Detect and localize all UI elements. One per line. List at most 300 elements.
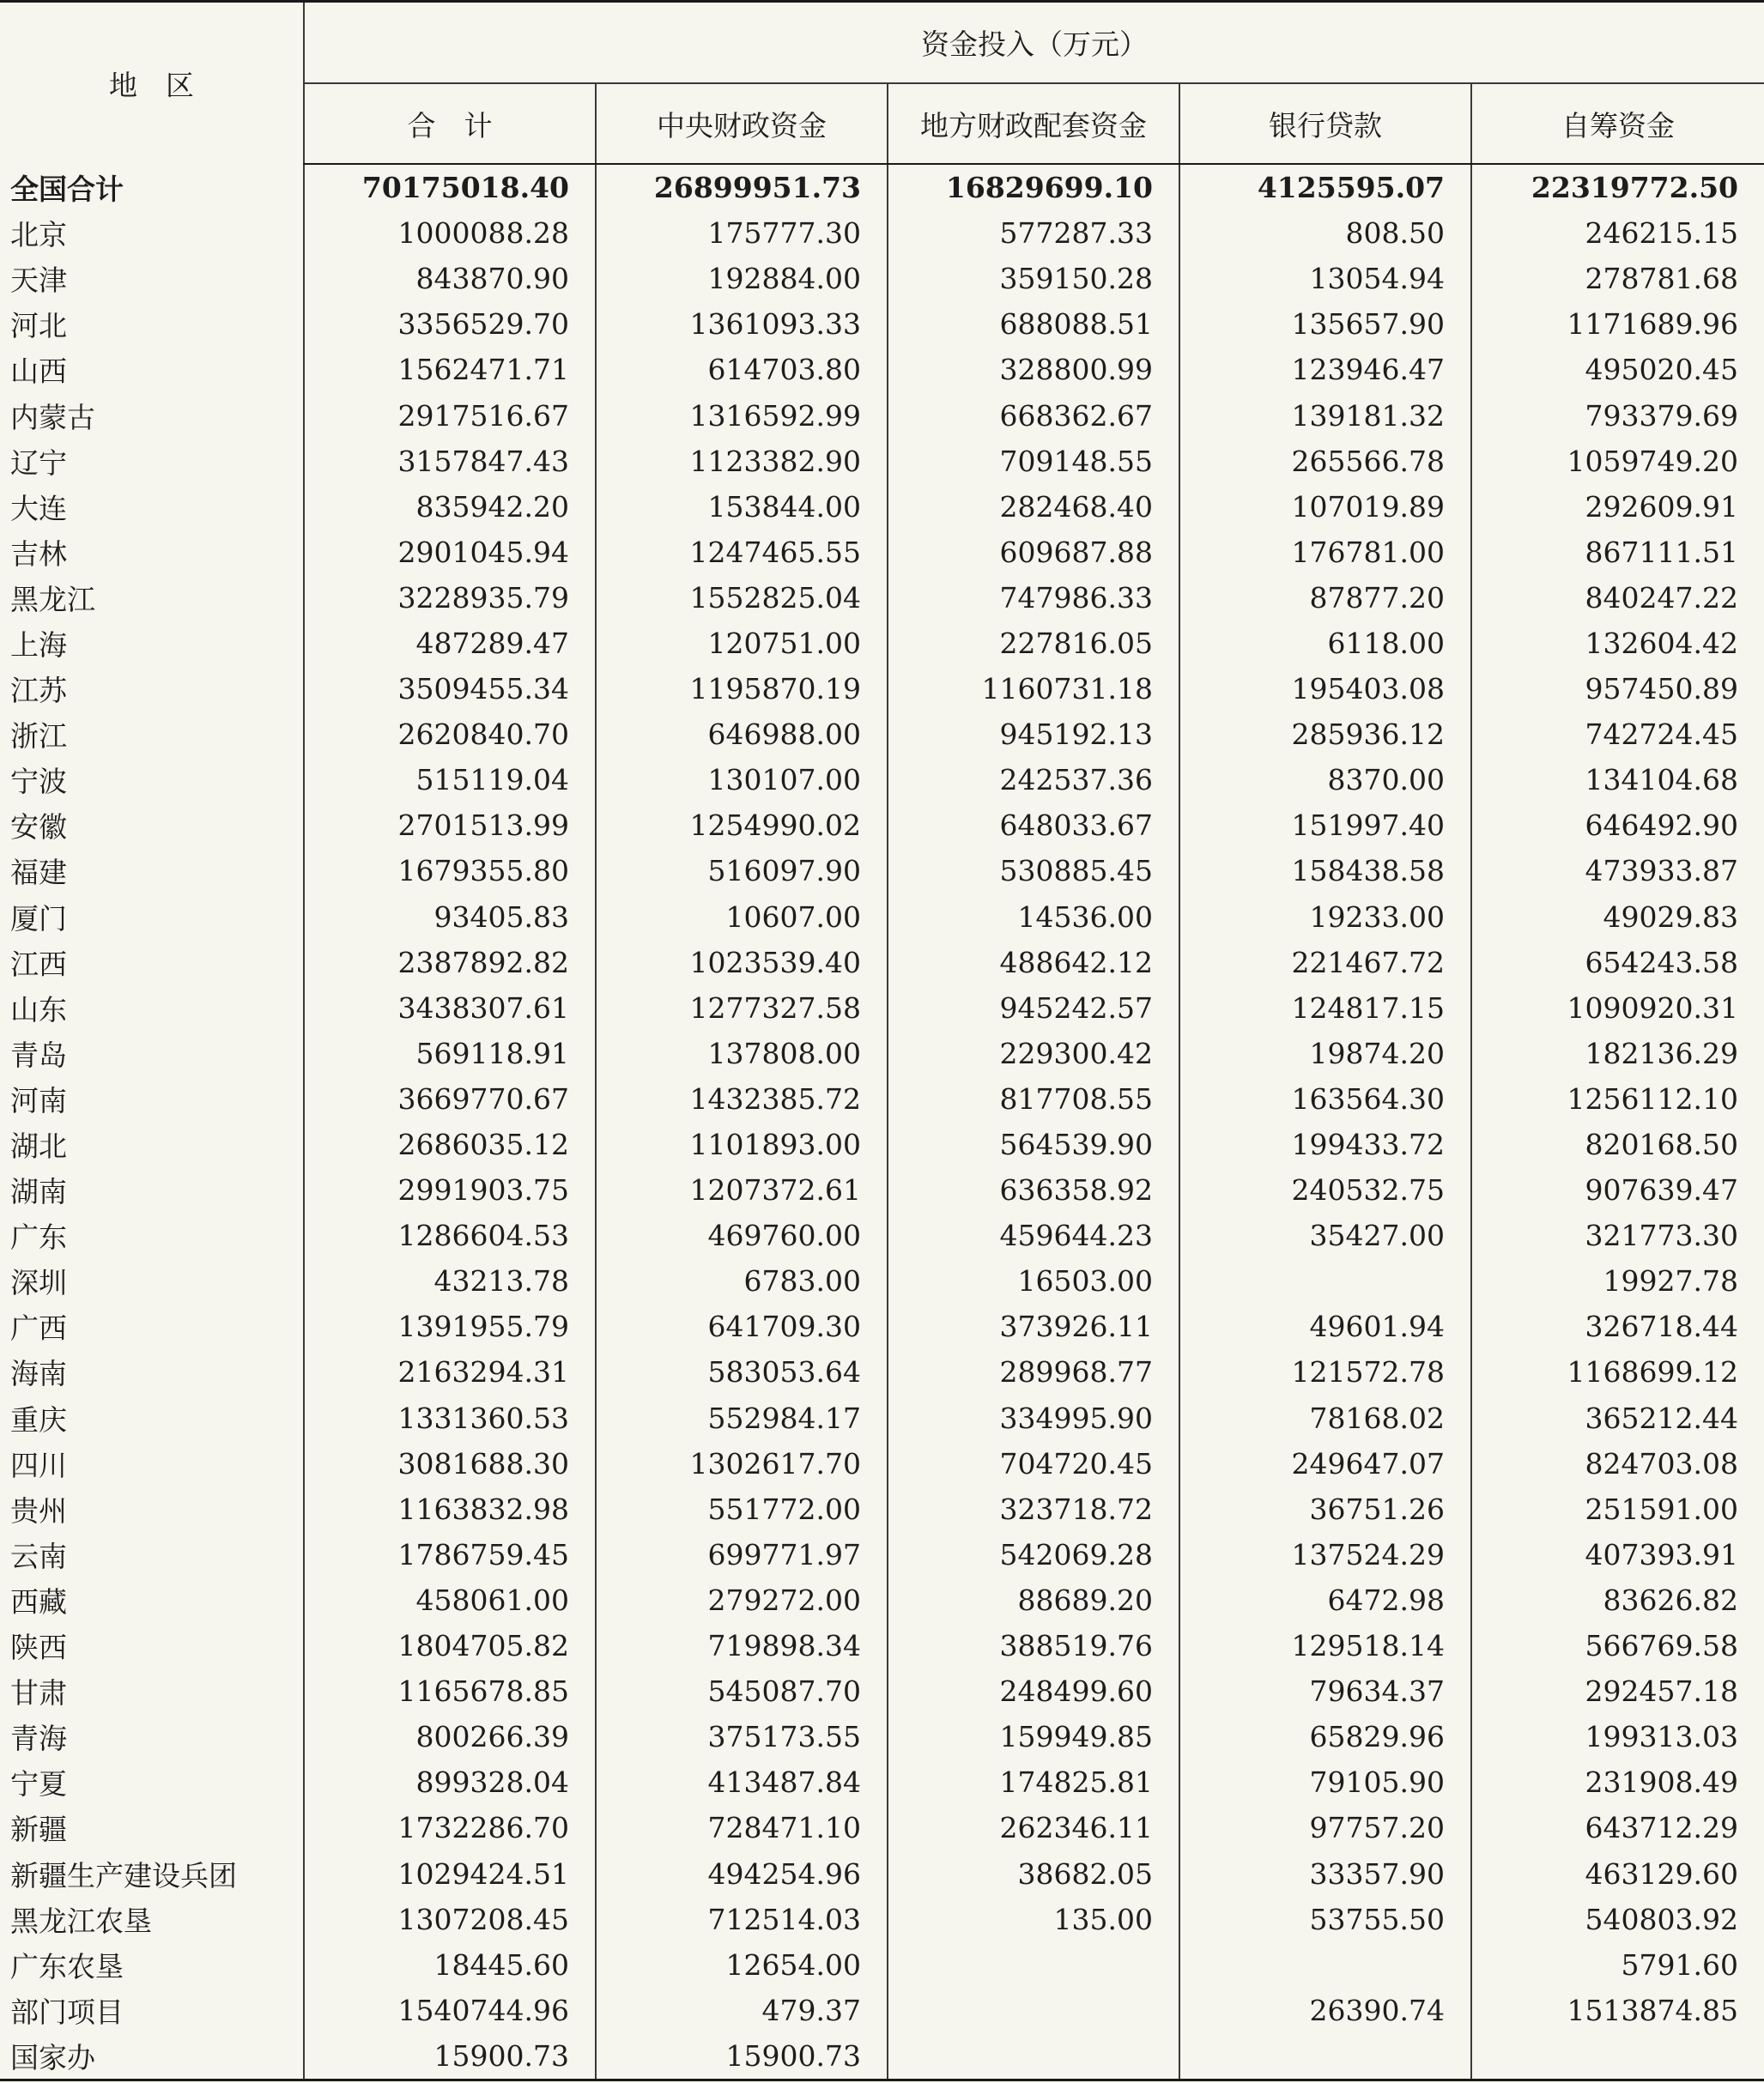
central-funds-cell: 12654.00 — [596, 1942, 888, 1988]
central-funds-cell: 6783.00 — [596, 1258, 888, 1304]
region-cell: 湖北 — [10, 1129, 67, 1164]
self-raised-funds-cell: 463129.60 — [1471, 1850, 1764, 1896]
central-funds-cell: 516097.90 — [596, 848, 888, 893]
table-row — [0, 1850, 1764, 1896]
self-raised-funds-cell: 134104.68 — [1471, 757, 1764, 802]
central-funds-cell: 15900.73 — [596, 2033, 888, 2080]
bank-loans-cell: 199433.72 — [1179, 1122, 1471, 1167]
total-cell: 899328.04 — [304, 1759, 596, 1805]
table-row — [0, 757, 1764, 802]
total-cell: 2901045.94 — [304, 530, 596, 575]
central-funds-cell: 1254990.02 — [596, 802, 888, 848]
self-raised-funds-cell: 654243.58 — [1471, 940, 1764, 985]
total-cell: 3669770.67 — [304, 1076, 596, 1122]
local-matching-funds-cell: 227816.05 — [888, 621, 1179, 666]
bank-loans-cell: 33357.90 — [1179, 1850, 1471, 1896]
local-matching-funds-cell: 817708.55 — [888, 1076, 1179, 1122]
local-matching-funds-cell: 229300.42 — [888, 1031, 1179, 1076]
self-raised-funds-cell: 199313.03 — [1471, 1714, 1764, 1759]
bank-loans-cell: 79105.90 — [1179, 1759, 1471, 1805]
local-matching-funds-cell: 1160731.18 — [888, 666, 1179, 711]
bank-loans-cell: 6118.00 — [1179, 621, 1471, 666]
self-raised-funds-cell: 365212.44 — [1471, 1396, 1764, 1441]
region-cell: 厦门 — [10, 901, 67, 936]
total-cell: 1786759.45 — [304, 1532, 596, 1577]
region-cell: 河南 — [10, 1083, 67, 1117]
local-matching-funds-cell: 323718.72 — [888, 1487, 1179, 1532]
table-row — [0, 347, 1764, 392]
central-funds-cell: 130107.00 — [596, 757, 888, 802]
total-cell: 487289.47 — [304, 621, 596, 666]
column-header-total: 合 计 — [304, 83, 596, 164]
central-funds-cell: 10607.00 — [596, 894, 888, 940]
table-row — [0, 1396, 1764, 1441]
table-row — [0, 848, 1764, 893]
region-cell: 四川 — [10, 1448, 67, 1482]
local-matching-funds-cell: 704720.45 — [888, 1441, 1179, 1487]
table-row — [0, 1532, 1764, 1577]
bank-loans-cell: 87877.20 — [1179, 575, 1471, 621]
self-raised-funds-cell: 643712.29 — [1471, 1805, 1764, 1850]
fund-investment-header: 资金投入（万元） — [304, 2, 1764, 84]
table-row — [0, 2033, 1764, 2080]
total-cell: 515119.04 — [304, 757, 596, 802]
total-cell: 1679355.80 — [304, 848, 596, 893]
total-cell: 3509455.34 — [304, 666, 596, 711]
self-raised-funds-cell: 742724.45 — [1471, 711, 1764, 757]
region-cell: 辽宁 — [10, 445, 67, 480]
table-row — [0, 256, 1764, 301]
local-matching-funds-cell: 242537.36 — [888, 757, 1179, 802]
region-cell: 福建 — [10, 856, 67, 890]
self-raised-funds-cell: 292457.18 — [1471, 1668, 1764, 1714]
self-raised-funds-cell: 1168699.12 — [1471, 1349, 1764, 1395]
total-cell: 1331360.53 — [304, 1396, 596, 1441]
total-cell: 3081688.30 — [304, 1441, 596, 1487]
local-matching-funds-cell: 16503.00 — [888, 1258, 1179, 1304]
self-raised-funds-cell: 292609.91 — [1471, 484, 1764, 530]
self-raised-funds-cell: 646492.90 — [1471, 802, 1764, 848]
bank-loans-cell: 19233.00 — [1179, 894, 1471, 940]
bank-loans-cell: 107019.89 — [1179, 484, 1471, 530]
central-funds-cell: 1316592.99 — [596, 392, 888, 438]
bank-loans-cell: 65829.96 — [1179, 1714, 1471, 1759]
local-matching-funds-cell: 459644.23 — [888, 1213, 1179, 1258]
local-matching-funds-cell: 945242.57 — [888, 985, 1179, 1031]
region-cell: 海南 — [10, 1357, 67, 1391]
bank-loans-cell — [1179, 2033, 1471, 2080]
central-funds-cell: 120751.00 — [596, 621, 888, 666]
local-matching-funds-cell: 88689.20 — [888, 1577, 1179, 1623]
total-cell: 2387892.82 — [304, 940, 596, 985]
bank-loans-cell: 121572.78 — [1179, 1349, 1471, 1395]
bank-loans-cell: 97757.20 — [1179, 1805, 1471, 1850]
self-raised-funds-cell: 867111.51 — [1471, 530, 1764, 575]
self-raised-funds-cell: 246215.15 — [1471, 210, 1764, 256]
central-funds-cell: 545087.70 — [596, 1668, 888, 1714]
bank-loans-cell: 808.50 — [1179, 210, 1471, 256]
central-funds-cell: 583053.64 — [596, 1349, 888, 1395]
table-row — [0, 1349, 1764, 1395]
local-matching-funds-cell: 636358.92 — [888, 1167, 1179, 1213]
total-cell: 93405.83 — [304, 894, 596, 940]
table-row — [0, 1623, 1764, 1668]
region-cell: 江苏 — [10, 674, 67, 708]
region-cell: 深圳 — [10, 1266, 67, 1300]
total-cell: 3356529.70 — [304, 301, 596, 347]
bank-loans-cell — [1179, 1258, 1471, 1304]
region-cell: 广东农垦 — [10, 1949, 124, 1983]
local-matching-funds-cell: 373926.11 — [888, 1304, 1179, 1349]
local-matching-funds-cell: 16829699.10 — [888, 164, 1179, 210]
region-cell: 广东 — [10, 1220, 67, 1255]
central-funds-cell: 479.37 — [596, 1988, 888, 2033]
local-matching-funds-cell: 248499.60 — [888, 1668, 1179, 1714]
national-total-row — [0, 164, 1764, 210]
region-cell: 浙江 — [10, 719, 67, 754]
central-funds-cell: 1432385.72 — [596, 1076, 888, 1122]
region-cell: 宁夏 — [10, 1767, 67, 1801]
region-column-header: 地 区 — [0, 2, 304, 165]
total-cell: 1562471.71 — [304, 347, 596, 392]
local-matching-funds-cell — [888, 2033, 1179, 2080]
region-cell: 青海 — [10, 1722, 67, 1756]
table-row — [0, 985, 1764, 1031]
total-cell: 1307208.45 — [304, 1897, 596, 1942]
bank-loans-cell: 195403.08 — [1179, 666, 1471, 711]
region-cell: 甘肃 — [10, 1676, 67, 1711]
bank-loans-cell: 124817.15 — [1179, 985, 1471, 1031]
local-matching-funds-cell: 488642.12 — [888, 940, 1179, 985]
central-funds-cell: 153844.00 — [596, 484, 888, 530]
table-row — [0, 484, 1764, 530]
column-header-local-matching-funds: 地方财政配套资金 — [888, 83, 1179, 164]
central-funds-cell: 175777.30 — [596, 210, 888, 256]
region-cell: 山西 — [10, 354, 67, 389]
region-cell: 北京 — [10, 218, 67, 252]
bank-loans-cell: 129518.14 — [1179, 1623, 1471, 1668]
table-row — [0, 666, 1764, 711]
self-raised-funds-cell: 278781.68 — [1471, 256, 1764, 301]
central-funds-cell: 494254.96 — [596, 1850, 888, 1896]
total-cell: 1165678.85 — [304, 1668, 596, 1714]
table-row — [0, 1942, 1764, 1988]
self-raised-funds-cell: 1513874.85 — [1471, 1988, 1764, 2033]
bank-loans-cell: 285936.12 — [1179, 711, 1471, 757]
local-matching-funds-cell: 747986.33 — [888, 575, 1179, 621]
bank-loans-cell: 13054.94 — [1179, 256, 1471, 301]
table-row — [0, 1668, 1764, 1714]
table-row — [0, 575, 1764, 621]
local-matching-funds-cell: 174825.81 — [888, 1759, 1179, 1805]
self-raised-funds-cell — [1471, 2033, 1764, 2080]
region-cell: 宁波 — [10, 765, 67, 799]
bank-loans-cell: 123946.47 — [1179, 347, 1471, 392]
table-row — [0, 1988, 1764, 2033]
central-funds-cell: 699771.97 — [596, 1532, 888, 1577]
central-funds-cell: 1195870.19 — [596, 666, 888, 711]
region-cell: 黑龙江农垦 — [10, 1904, 152, 1938]
total-cell: 1732286.70 — [304, 1805, 596, 1850]
region-cell: 大连 — [10, 491, 67, 525]
total-cell: 18445.60 — [304, 1942, 596, 1988]
bank-loans-cell: 49601.94 — [1179, 1304, 1471, 1349]
total-cell: 1391955.79 — [304, 1304, 596, 1349]
bank-loans-cell: 240532.75 — [1179, 1167, 1471, 1213]
table-row — [0, 1759, 1764, 1805]
region-cell: 新疆生产建设兵团 — [10, 1858, 237, 1892]
local-matching-funds-cell: 328800.99 — [888, 347, 1179, 392]
table-row — [0, 392, 1764, 438]
central-funds-cell: 552984.17 — [596, 1396, 888, 1441]
bank-loans-cell: 6472.98 — [1179, 1577, 1471, 1623]
local-matching-funds-cell: 388519.76 — [888, 1623, 1179, 1668]
table-row — [0, 1714, 1764, 1759]
total-cell: 835942.20 — [304, 484, 596, 530]
bank-loans-cell: 36751.26 — [1179, 1487, 1471, 1532]
region-cell: 全国合计 — [10, 172, 124, 206]
self-raised-funds-cell: 182136.29 — [1471, 1031, 1764, 1076]
central-funds-cell: 1277327.58 — [596, 985, 888, 1031]
total-cell: 2991903.75 — [304, 1167, 596, 1213]
bank-loans-cell: 265566.78 — [1179, 439, 1471, 484]
central-funds-cell: 137808.00 — [596, 1031, 888, 1076]
self-raised-funds-cell: 957450.89 — [1471, 666, 1764, 711]
total-cell: 3228935.79 — [304, 575, 596, 621]
region-cell: 陕西 — [10, 1631, 67, 1665]
central-funds-cell: 551772.00 — [596, 1487, 888, 1532]
total-cell: 3438307.61 — [304, 985, 596, 1031]
total-cell: 569118.91 — [304, 1031, 596, 1076]
self-raised-funds-cell: 251591.00 — [1471, 1487, 1764, 1532]
total-cell: 1029424.51 — [304, 1850, 596, 1896]
table-row — [0, 1213, 1764, 1258]
central-funds-cell: 469760.00 — [596, 1213, 888, 1258]
self-raised-funds-cell: 326718.44 — [1471, 1304, 1764, 1349]
local-matching-funds-cell: 688088.51 — [888, 301, 1179, 347]
local-matching-funds-cell: 14536.00 — [888, 894, 1179, 940]
central-funds-cell: 719898.34 — [596, 1623, 888, 1668]
region-cell: 云南 — [10, 1539, 67, 1573]
total-cell: 70175018.40 — [304, 164, 596, 210]
bank-loans-cell: 151997.40 — [1179, 802, 1471, 848]
total-cell: 1163832.98 — [304, 1487, 596, 1532]
self-raised-funds-cell: 793379.69 — [1471, 392, 1764, 438]
local-matching-funds-cell — [888, 1942, 1179, 1988]
self-raised-funds-cell: 820168.50 — [1471, 1122, 1764, 1167]
total-cell: 3157847.43 — [304, 439, 596, 484]
table-row — [0, 1304, 1764, 1349]
local-matching-funds-cell: 262346.11 — [888, 1805, 1179, 1850]
central-funds-cell: 614703.80 — [596, 347, 888, 392]
table-row — [0, 894, 1764, 940]
table-row — [0, 1122, 1764, 1167]
region-cell: 山东 — [10, 992, 67, 1026]
table-row — [0, 210, 1764, 256]
self-raised-funds-cell: 49029.83 — [1471, 894, 1764, 940]
region-cell: 天津 — [10, 263, 67, 298]
bank-loans-cell: 176781.00 — [1179, 530, 1471, 575]
self-raised-funds-cell: 1171689.96 — [1471, 301, 1764, 347]
local-matching-funds-cell — [888, 1988, 1179, 2033]
region-cell: 部门项目 — [10, 1995, 124, 2029]
central-funds-cell: 1361093.33 — [596, 301, 888, 347]
bank-loans-cell: 135657.90 — [1179, 301, 1471, 347]
total-cell: 1286604.53 — [304, 1213, 596, 1258]
self-raised-funds-cell: 231908.49 — [1471, 1759, 1764, 1805]
bank-loans-cell: 53755.50 — [1179, 1897, 1471, 1942]
bank-loans-cell: 4125595.07 — [1179, 164, 1471, 210]
table-row — [0, 530, 1764, 575]
central-funds-cell: 1302617.70 — [596, 1441, 888, 1487]
table-row — [0, 940, 1764, 985]
self-raised-funds-cell: 540803.92 — [1471, 1897, 1764, 1942]
central-funds-cell: 1207372.61 — [596, 1167, 888, 1213]
bank-loans-cell: 139181.32 — [1179, 392, 1471, 438]
local-matching-funds-cell: 38682.05 — [888, 1850, 1179, 1896]
local-matching-funds-cell: 159949.85 — [888, 1714, 1179, 1759]
local-matching-funds-cell: 282468.40 — [888, 484, 1179, 530]
central-funds-cell: 26899951.73 — [596, 164, 888, 210]
central-funds-cell: 712514.03 — [596, 1897, 888, 1942]
table-row — [0, 1577, 1764, 1623]
self-raised-funds-cell: 473933.87 — [1471, 848, 1764, 893]
total-cell: 458061.00 — [304, 1577, 596, 1623]
column-header-central-funds: 中央财政资金 — [596, 83, 888, 164]
total-cell: 1804705.82 — [304, 1623, 596, 1668]
self-raised-funds-cell: 1090920.31 — [1471, 985, 1764, 1031]
self-raised-funds-cell: 495020.45 — [1471, 347, 1764, 392]
self-raised-funds-cell: 1059749.20 — [1471, 439, 1764, 484]
bank-loans-cell: 19874.20 — [1179, 1031, 1471, 1076]
total-cell: 1000088.28 — [304, 210, 596, 256]
self-raised-funds-cell: 824703.08 — [1471, 1441, 1764, 1487]
region-cell: 新疆 — [10, 1813, 67, 1847]
bank-loans-cell: 137524.29 — [1179, 1532, 1471, 1577]
region-cell: 西藏 — [10, 1584, 67, 1619]
self-raised-funds-cell: 83626.82 — [1471, 1577, 1764, 1623]
total-cell: 2701513.99 — [304, 802, 596, 848]
table-row — [0, 1487, 1764, 1532]
central-funds-cell: 728471.10 — [596, 1805, 888, 1850]
local-matching-funds-cell: 577287.33 — [888, 210, 1179, 256]
total-cell: 800266.39 — [304, 1714, 596, 1759]
total-cell: 2917516.67 — [304, 392, 596, 438]
central-funds-cell: 1101893.00 — [596, 1122, 888, 1167]
table-body — [0, 164, 1764, 2080]
region-cell: 贵州 — [10, 1493, 67, 1528]
table-row — [0, 439, 1764, 484]
total-cell: 1540744.96 — [304, 1988, 596, 2033]
total-cell: 15900.73 — [304, 2033, 596, 2080]
table-row — [0, 1258, 1764, 1304]
local-matching-funds-cell: 530885.45 — [888, 848, 1179, 893]
column-header-self-raised-funds: 自筹资金 — [1471, 83, 1764, 164]
self-raised-funds-cell: 907639.47 — [1471, 1167, 1764, 1213]
total-cell: 43213.78 — [304, 1258, 596, 1304]
region-cell: 国家办 — [0, 2033, 304, 2080]
total-cell: 2163294.31 — [304, 1349, 596, 1395]
column-header-bank-loans: 银行贷款 — [1179, 83, 1471, 164]
central-funds-cell: 646988.00 — [596, 711, 888, 757]
total-cell: 843870.90 — [304, 256, 596, 301]
local-matching-funds-cell: 709148.55 — [888, 439, 1179, 484]
bank-loans-cell: 35427.00 — [1179, 1213, 1471, 1258]
local-matching-funds-cell: 945192.13 — [888, 711, 1179, 757]
total-cell: 2686035.12 — [304, 1122, 596, 1167]
local-matching-funds-cell: 564539.90 — [888, 1122, 1179, 1167]
bank-loans-cell — [1179, 1942, 1471, 1988]
self-raised-funds-cell: 1256112.10 — [1471, 1076, 1764, 1122]
self-raised-funds-cell: 22319772.50 — [1471, 164, 1764, 210]
table-row — [0, 1805, 1764, 1850]
central-funds-cell: 375173.55 — [596, 1714, 888, 1759]
local-matching-funds-cell: 359150.28 — [888, 256, 1179, 301]
self-raised-funds-cell: 132604.42 — [1471, 621, 1764, 666]
total-cell: 2620840.70 — [304, 711, 596, 757]
region-cell: 河北 — [10, 309, 67, 343]
self-raised-funds-cell: 5791.60 — [1471, 1942, 1764, 1988]
self-raised-funds-cell: 19927.78 — [1471, 1258, 1764, 1304]
central-funds-cell: 1552825.04 — [596, 575, 888, 621]
table-row — [0, 802, 1764, 848]
table-row — [0, 301, 1764, 347]
local-matching-funds-cell: 648033.67 — [888, 802, 1179, 848]
bank-loans-cell: 249647.07 — [1179, 1441, 1471, 1487]
region-cell: 内蒙古 — [10, 400, 95, 434]
bank-loans-cell: 8370.00 — [1179, 757, 1471, 802]
self-raised-funds-cell: 840247.22 — [1471, 575, 1764, 621]
central-funds-cell: 1023539.40 — [596, 940, 888, 985]
bank-loans-cell: 221467.72 — [1179, 940, 1471, 985]
region-cell: 湖南 — [10, 1175, 67, 1209]
table-row — [0, 1167, 1764, 1213]
self-raised-funds-cell: 566769.58 — [1471, 1623, 1764, 1668]
central-funds-cell: 279272.00 — [596, 1577, 888, 1623]
bank-loans-cell: 79634.37 — [1179, 1668, 1471, 1714]
table-row — [0, 1441, 1764, 1487]
local-matching-funds-cell: 609687.88 — [888, 530, 1179, 575]
region-cell: 安徽 — [10, 810, 67, 845]
region-cell: 上海 — [10, 627, 67, 662]
table-header — [0, 2, 1764, 165]
local-matching-funds-cell: 334995.90 — [888, 1396, 1179, 1441]
bank-loans-cell: 163564.30 — [1179, 1076, 1471, 1122]
central-funds-cell: 641709.30 — [596, 1304, 888, 1349]
region-cell: 重庆 — [10, 1402, 67, 1437]
self-raised-funds-cell: 321773.30 — [1471, 1213, 1764, 1258]
central-funds-cell: 192884.00 — [596, 256, 888, 301]
bank-loans-cell: 26390.74 — [1179, 1988, 1471, 2033]
region-cell: 江西 — [10, 947, 67, 981]
table-row — [0, 1897, 1764, 1942]
region-cell: 黑龙江 — [10, 582, 95, 616]
bank-loans-cell: 78168.02 — [1179, 1396, 1471, 1441]
self-raised-funds-cell: 407393.91 — [1471, 1532, 1764, 1577]
region-cell: 广西 — [10, 1311, 67, 1346]
table-row — [0, 1076, 1764, 1122]
local-matching-funds-cell: 668362.67 — [888, 392, 1179, 438]
local-matching-funds-cell: 542069.28 — [888, 1532, 1179, 1577]
local-matching-funds-cell: 135.00 — [888, 1897, 1179, 1942]
region-cell: 青岛 — [10, 1038, 67, 1072]
bank-loans-cell: 158438.58 — [1179, 848, 1471, 893]
table-row — [0, 1031, 1764, 1076]
central-funds-cell: 413487.84 — [596, 1759, 888, 1805]
local-matching-funds-cell: 289968.77 — [888, 1349, 1179, 1395]
table-row — [0, 711, 1764, 757]
table-row — [0, 621, 1764, 666]
